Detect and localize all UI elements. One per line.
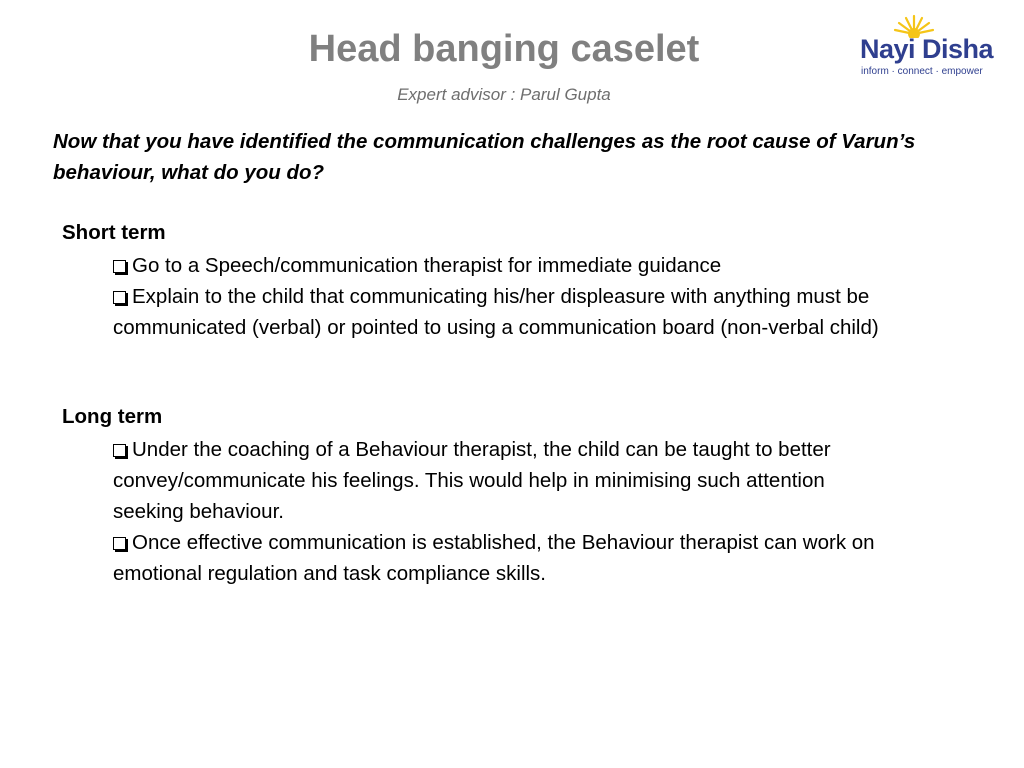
list-item: Go to a Speech/communication therapist for immediate guidance (113, 250, 893, 281)
checkbox-bullet-icon (113, 537, 126, 550)
list-item: Once effective communication is established, the Behaviour therapist can work on emotional regulation and task compliance skills. (113, 531, 875, 585)
checkbox-bullet-icon (113, 444, 126, 457)
list-item: Under the coaching of a Behaviour therapist, the child can be taught to better convey/communicate his feelings. This would help in minimising such attention seeking behaviour. (113, 438, 831, 523)
expert-advisor-subtitle: Expert advisor : Parul Gupta (397, 85, 611, 104)
checkbox-bullet-icon (113, 291, 126, 304)
short-term-heading: Short term (62, 221, 166, 244)
list-item: Explain to the child that communicating his/her displeasure with anything must be communicated (verbal) or pointed to using a communication board (non-verbal child) (113, 285, 879, 339)
nayi-disha-logo (858, 14, 1004, 82)
logo-tagline: inform · connect · empower (861, 66, 983, 77)
long-term-list (113, 434, 893, 589)
checkbox-bullet-icon (113, 260, 126, 273)
slide-title: Head banging caselet (308, 28, 700, 70)
logo-name: Nayi Disha (860, 34, 994, 64)
question-text: Now that you have identified the communication challenges as the root cause of Varun’s behaviour, what do you do? (53, 130, 916, 184)
short-term-list (113, 250, 893, 343)
long-term-heading: Long term (62, 405, 163, 428)
